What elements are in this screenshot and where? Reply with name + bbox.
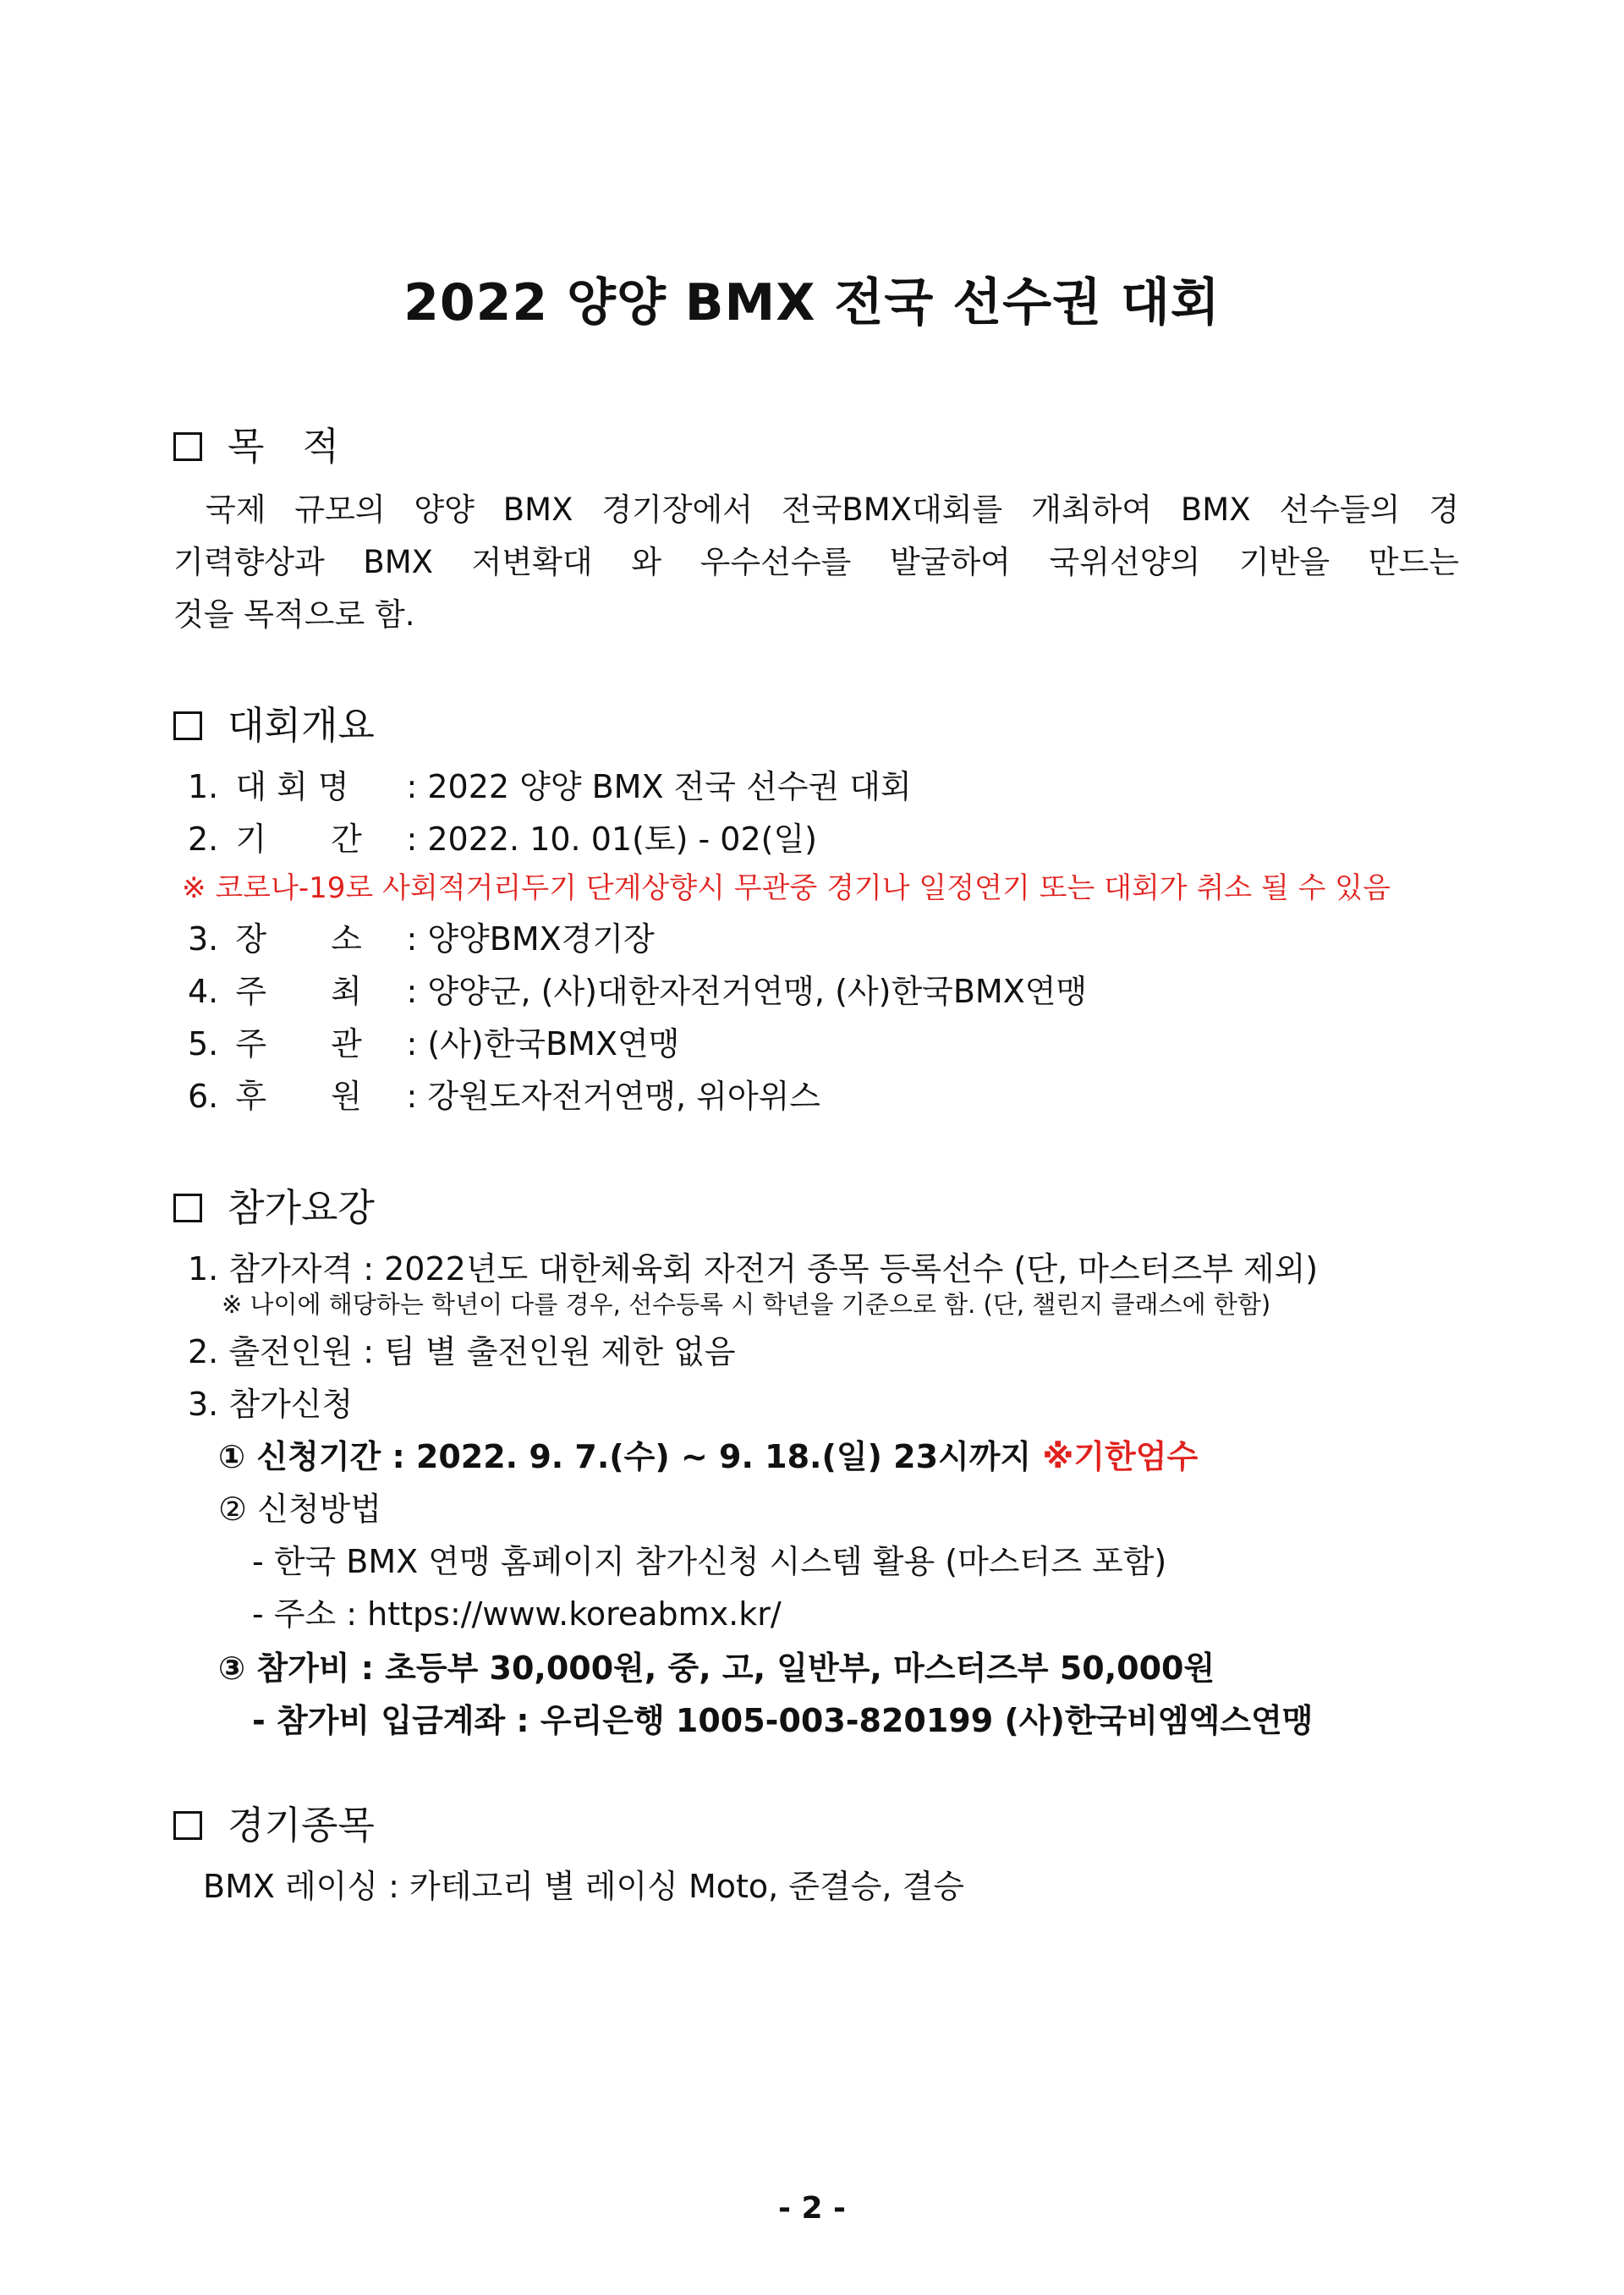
purpose-paragraph (173, 484, 1459, 641)
events-line: BMX 레이싱 : 카테고리 별 레이싱 Moto, 준결승, 결승 (203, 1868, 964, 1905)
section-heading-label: 참가요강 (228, 1185, 375, 1230)
checkbox-square-icon (173, 432, 202, 461)
purpose-line-2: 기력향상과 BMX 저변확대 와 우수선수를 발굴하여 국위선양의 기반을 만드는 (173, 544, 1459, 580)
purpose-line-3: 것을 목적으로 함. (173, 596, 415, 633)
section-heading-label: 대회개요 (228, 703, 375, 748)
item-value: : 양양BMX경기장 (406, 920, 655, 958)
participation-application: 3. 참가신청 (188, 1386, 354, 1423)
overview-item-4 (188, 966, 1087, 1017)
checkbox-square-icon (173, 1194, 202, 1222)
item-key: 주 최 (235, 973, 362, 1010)
item-value: : 강원도자전거연맹, 위아위스 (406, 1078, 820, 1115)
page-number: - 2 - (778, 2191, 846, 2226)
participation-eligibility: 1. 참가자격 : 2022년도 대한체육회 자전거 종목 등록선수 (단, 마스터즈부 제외) (188, 1250, 1319, 1288)
deadline-strict-label: ※기한엄수 (1042, 1438, 1199, 1475)
item-key: 대 회 명 (235, 768, 349, 805)
application-method: ② 신청방법 (218, 1491, 381, 1528)
overview-item-2 (188, 814, 817, 865)
participation-entrants: 2. 출전인원 : 팀 별 출전인원 제한 없음 (188, 1333, 736, 1370)
application-method-system: - 한국 BMX 연맹 홈페이지 참가신청 시스템 활용 (마스터즈 포함) (252, 1543, 1167, 1580)
purpose-line-1: 국제 규모의 양양 BMX 경기장에서 전국BMX대회를 개최하여 BMX 선수들의 경 (206, 491, 1459, 528)
item-key: 주 관 (235, 1025, 362, 1062)
checkbox-square-icon (173, 1811, 202, 1840)
section-heading-purpose (173, 421, 339, 472)
item-value: : 2022 양양 BMX 전국 선수권 대회 (406, 768, 912, 805)
overview-item-6 (188, 1071, 820, 1122)
section-heading-overview (173, 700, 375, 751)
application-period-text: ① 신청기간 : 2022. 9. 7.(수) ~ 9. 18.(일) 23시까지 (218, 1438, 1032, 1475)
item-key: 기 간 (235, 821, 362, 858)
section-heading-events (173, 1800, 375, 1851)
entry-fee-account: - 참가비 입금계좌 : 우리은행 1005-003-820199 (사)한국비엠엑스연맹 (252, 1702, 1314, 1739)
item-number: 5. (188, 1025, 219, 1062)
item-key: 장 소 (235, 920, 362, 958)
covid-notice: ※ 코로나-19로 사회적거리두기 단계상향시 무관중 경기나 일정연기 또는 대회가 취소 될 수 있음 (182, 871, 1391, 905)
item-value: : 양양군, (사)대한자전거연맹, (사)한국BMX연맹 (406, 973, 1088, 1010)
overview-item-1 (188, 761, 912, 812)
item-number: 4. (188, 973, 219, 1010)
item-number: 3. (188, 920, 219, 958)
page-title: 2022 양양 BMX 전국 선수권 대회 (403, 273, 1221, 332)
item-key: 후 원 (235, 1078, 362, 1115)
item-number: 2. (188, 821, 219, 858)
application-method-url[interactable]: - 주소 : https://www.koreabmx.kr/ (252, 1595, 782, 1633)
application-period (218, 1431, 1198, 1482)
participation-eligibility-note: ※ 나이에 해당하는 학년이 다를 경우, 선수등록 시 학년을 기준으로 함. (단, 챌린지 클래스에 한함) (222, 1290, 1271, 1319)
item-number: 6. (188, 1078, 219, 1115)
checkbox-square-icon (173, 711, 202, 740)
entry-fee: ③ 참가비 : 초등부 30,000원, 중, 고, 일반부, 마스터즈부 50,000원 (218, 1650, 1215, 1687)
overview-item-5 (188, 1018, 679, 1069)
item-value: : 2022. 10. 01(토) - 02(일) (406, 821, 818, 858)
section-heading-label: 경기종목 (228, 1803, 375, 1848)
overview-item-3 (188, 914, 655, 964)
item-value: : (사)한국BMX연맹 (406, 1025, 680, 1062)
section-heading-participation (173, 1183, 375, 1233)
section-heading-label: 목 적 (228, 424, 339, 469)
item-number: 1. (188, 768, 219, 805)
